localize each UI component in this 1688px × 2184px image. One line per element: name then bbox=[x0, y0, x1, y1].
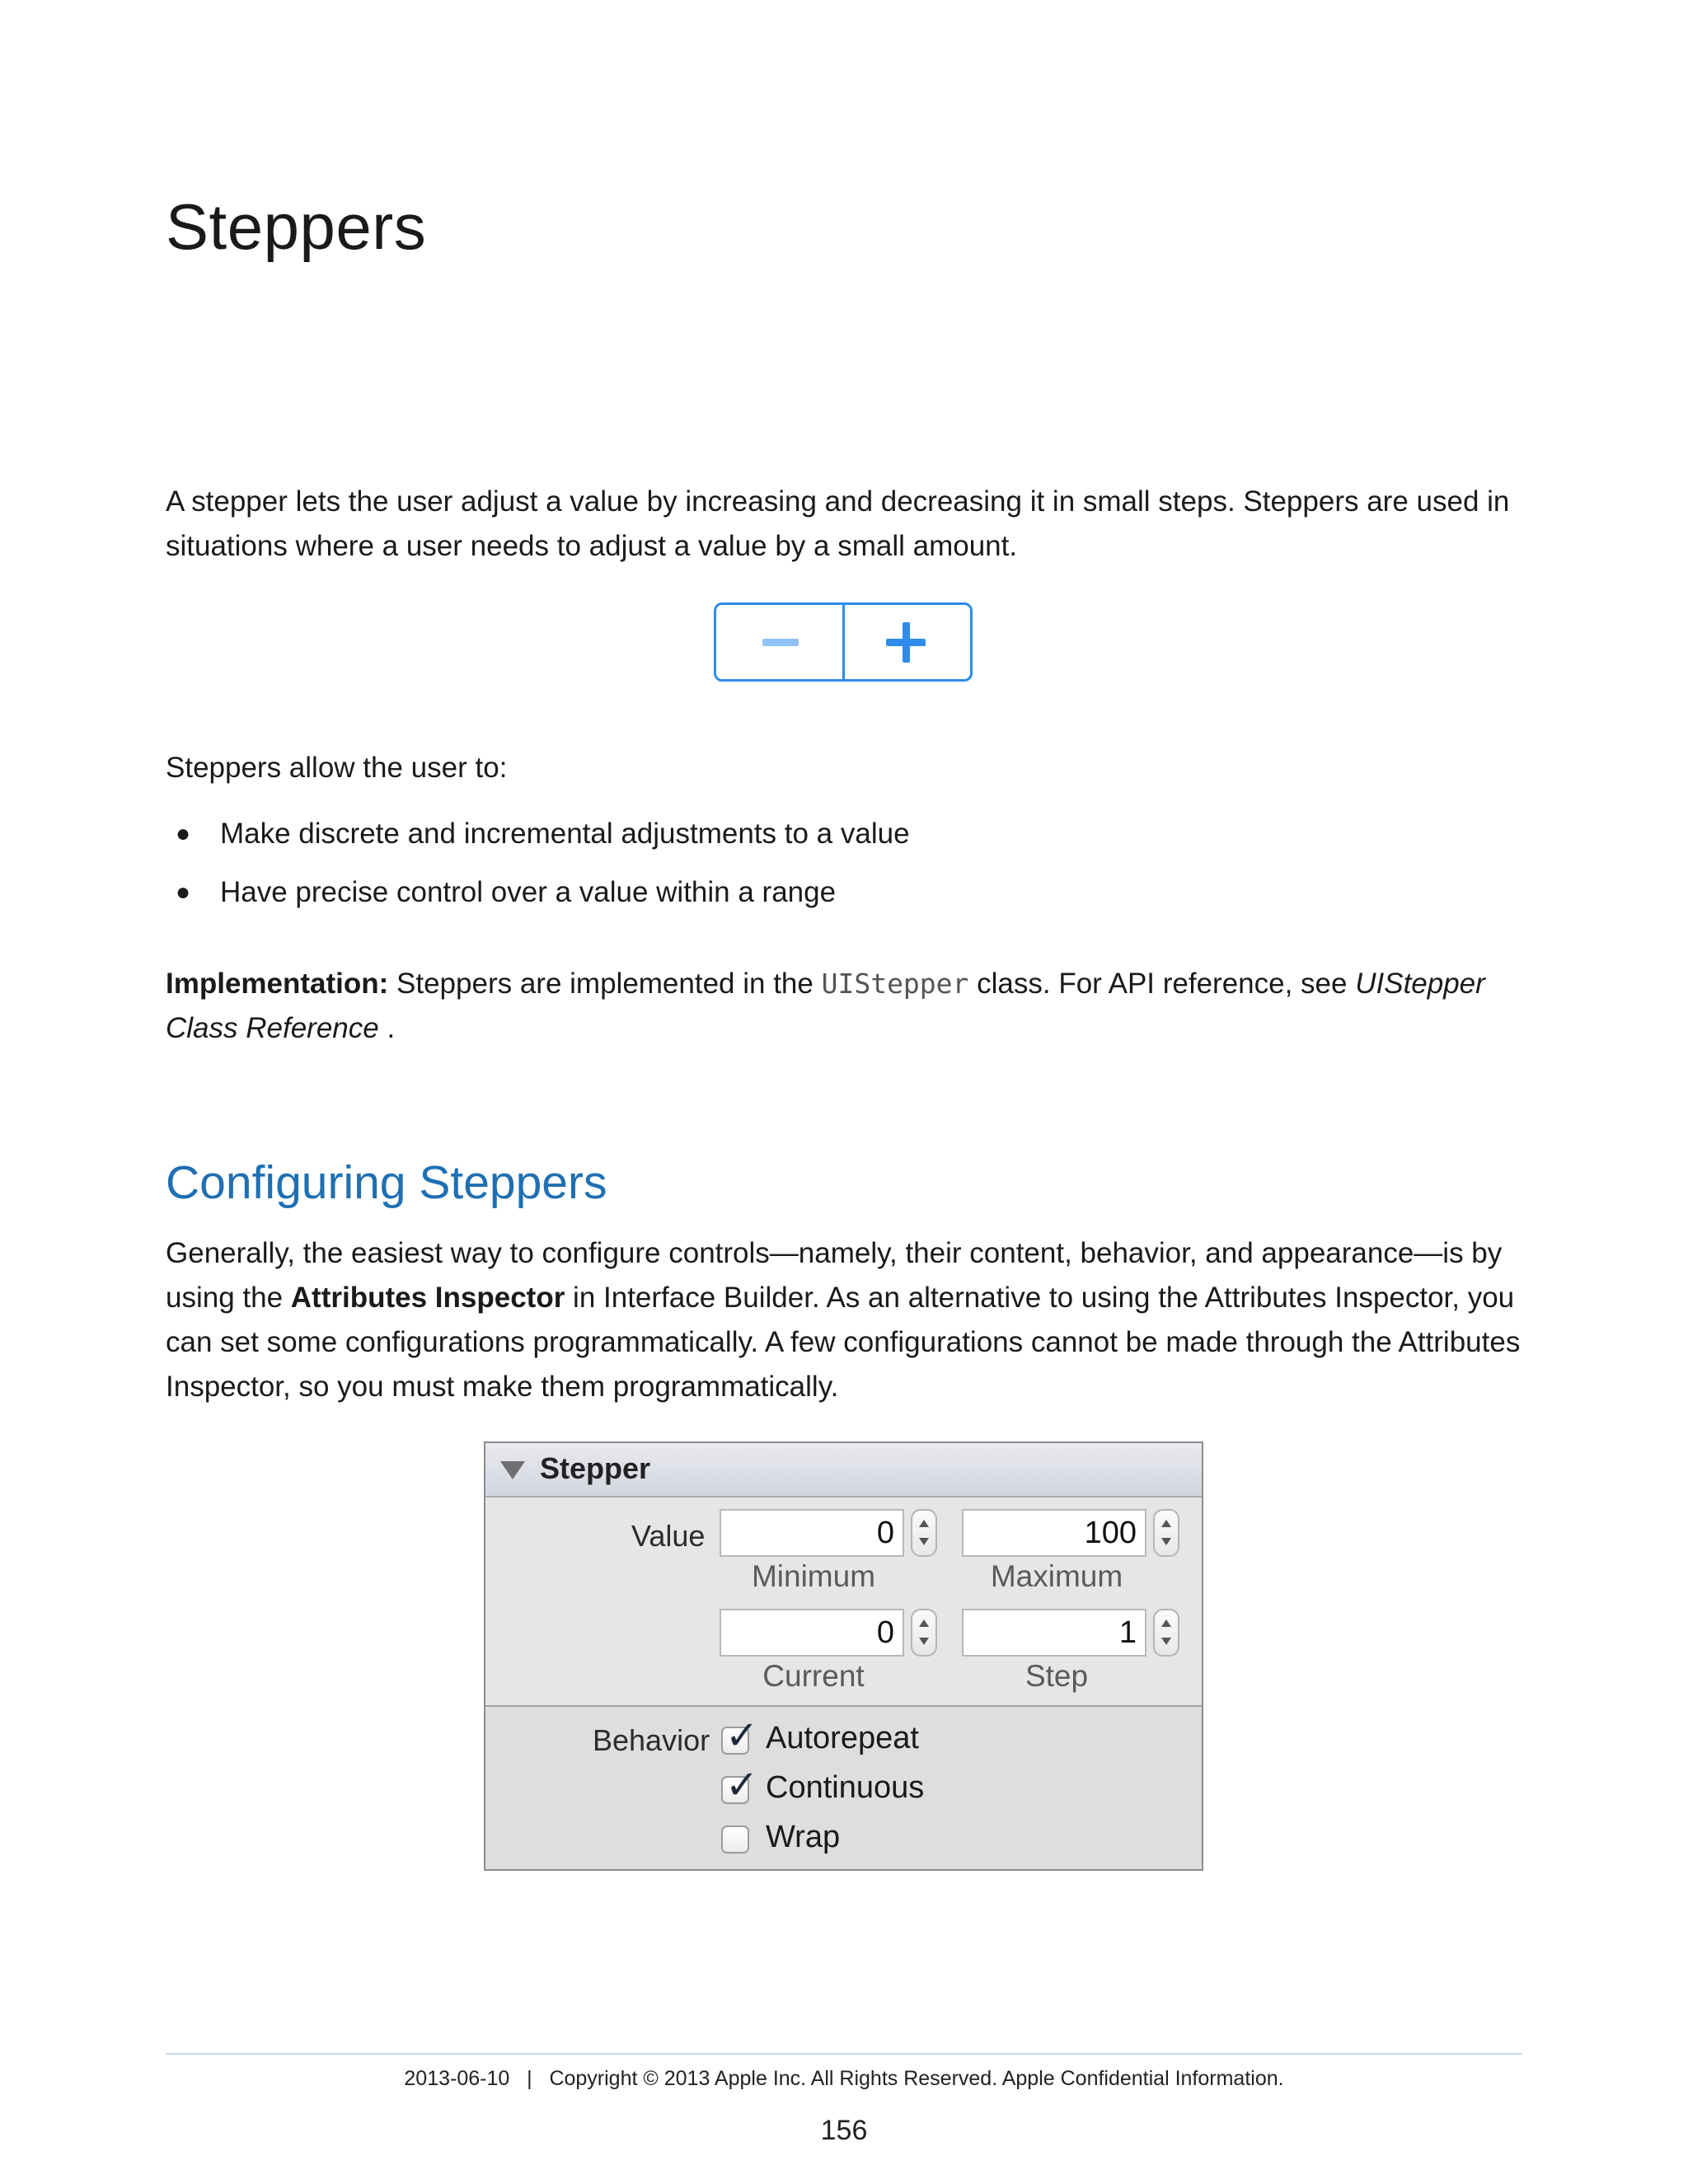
autorepeat-checkbox[interactable] bbox=[721, 1714, 759, 1758]
attributes-inspector-term: Attributes Inspector bbox=[290, 1282, 565, 1314]
minimum-stepper[interactable] bbox=[911, 1509, 937, 1557]
page-number: 156 bbox=[820, 2115, 868, 2146]
value-label: Value bbox=[631, 1519, 706, 1553]
configuring-paragraph bbox=[166, 1231, 1526, 1409]
minimum-field[interactable]: 0 bbox=[720, 1509, 904, 1557]
config-text-before: Generally, the easiest way to configure controls—namely, their content, behavior, and appearance—is by using the bbox=[166, 1237, 1503, 1314]
minus-icon bbox=[762, 639, 799, 646]
bullet-icon: ● bbox=[176, 879, 191, 906]
checkmark-icon: ✓ bbox=[725, 1764, 759, 1807]
attributes-inspector-panel bbox=[484, 1441, 1203, 1871]
current-label: Current bbox=[762, 1659, 865, 1693]
arrow-down-icon bbox=[1161, 1638, 1171, 1645]
allow-lead: Steppers allow the user to: bbox=[166, 752, 508, 784]
section-divider bbox=[485, 1705, 1202, 1707]
arrow-down-icon bbox=[919, 1538, 929, 1545]
step-stepper[interactable] bbox=[1153, 1609, 1179, 1657]
inspector-title: Stepper bbox=[540, 1451, 651, 1485]
list-item bbox=[166, 863, 1484, 921]
current-stepper[interactable] bbox=[911, 1609, 937, 1657]
current-field[interactable]: 0 bbox=[720, 1609, 904, 1657]
minimum-label: Minimum bbox=[751, 1559, 876, 1593]
plus-icon-vertical bbox=[903, 622, 910, 663]
page-title: Steppers bbox=[166, 190, 427, 263]
bullet-list bbox=[166, 804, 1484, 921]
wrap-label[interactable]: Wrap bbox=[766, 1820, 841, 1854]
config-text-after: in Interface Builder. As an alternative to using the Attributes Inspector, you can set some configurations programmatically. A few configurations cannot be made through the Attributes Inspector, so you must make them programmatically. bbox=[166, 1282, 1521, 1403]
intro-paragraph: A stepper lets the user adjust a value by increasing and decreasing it in small steps. Steppers are used in situations where a user needs to adjust a value by a small amount. bbox=[166, 485, 1510, 562]
wrap-checkbox[interactable] bbox=[721, 1825, 749, 1854]
autorepeat-label[interactable]: Autorepeat bbox=[766, 1721, 919, 1755]
checkmark-icon: ✓ bbox=[725, 1714, 759, 1758]
maximum-label: Maximum bbox=[990, 1559, 1123, 1593]
bullet-text: Have precise control over a value within a range bbox=[220, 876, 837, 908]
impl-text-middle: class. For API reference, see bbox=[968, 968, 1356, 1000]
class-reference-link[interactable]: UIStepper Class Reference bbox=[166, 968, 1485, 1044]
implementation-paragraph bbox=[166, 962, 1526, 1051]
disclosure-triangle-icon[interactable] bbox=[500, 1461, 525, 1479]
arrow-up-icon bbox=[1161, 1619, 1171, 1627]
footer-copyright: 2013-06-10 | Copyright © 2013 Apple Inc. All Rights Reserved. Apple Confidential Information. bbox=[404, 2067, 1284, 2090]
inspector-header[interactable] bbox=[485, 1443, 1202, 1497]
continuous-checkbox[interactable] bbox=[721, 1764, 759, 1807]
maximum-stepper[interactable] bbox=[1153, 1509, 1179, 1557]
maximum-field[interactable]: 100 bbox=[962, 1509, 1146, 1557]
behavior-label: Behavior bbox=[593, 1723, 710, 1757]
step-field[interactable]: 1 bbox=[962, 1609, 1146, 1657]
impl-text-before: Steppers are implemented in the bbox=[388, 968, 822, 1000]
continuous-label[interactable]: Continuous bbox=[766, 1770, 925, 1805]
bullet-icon: ● bbox=[176, 820, 191, 847]
footer-rule bbox=[166, 2053, 1522, 2055]
section-heading: Configuring Steppers bbox=[166, 1156, 607, 1209]
arrow-down-icon bbox=[919, 1638, 929, 1645]
arrow-up-icon bbox=[919, 1619, 929, 1627]
arrow-up-icon bbox=[919, 1520, 929, 1527]
class-name-code: UIStepper bbox=[821, 968, 969, 1000]
decrement-button[interactable] bbox=[716, 605, 842, 679]
implementation-label: Implementation: bbox=[166, 968, 389, 1000]
arrow-down-icon bbox=[1161, 1538, 1171, 1545]
step-label: Step bbox=[1025, 1659, 1089, 1693]
list-item bbox=[166, 804, 1484, 863]
increment-button[interactable] bbox=[842, 605, 971, 679]
stepper-control[interactable] bbox=[714, 602, 973, 682]
bullet-text: Make discrete and incremental adjustments to a value bbox=[220, 818, 910, 850]
impl-text-after: . bbox=[378, 1012, 396, 1044]
arrow-up-icon bbox=[1161, 1520, 1171, 1527]
